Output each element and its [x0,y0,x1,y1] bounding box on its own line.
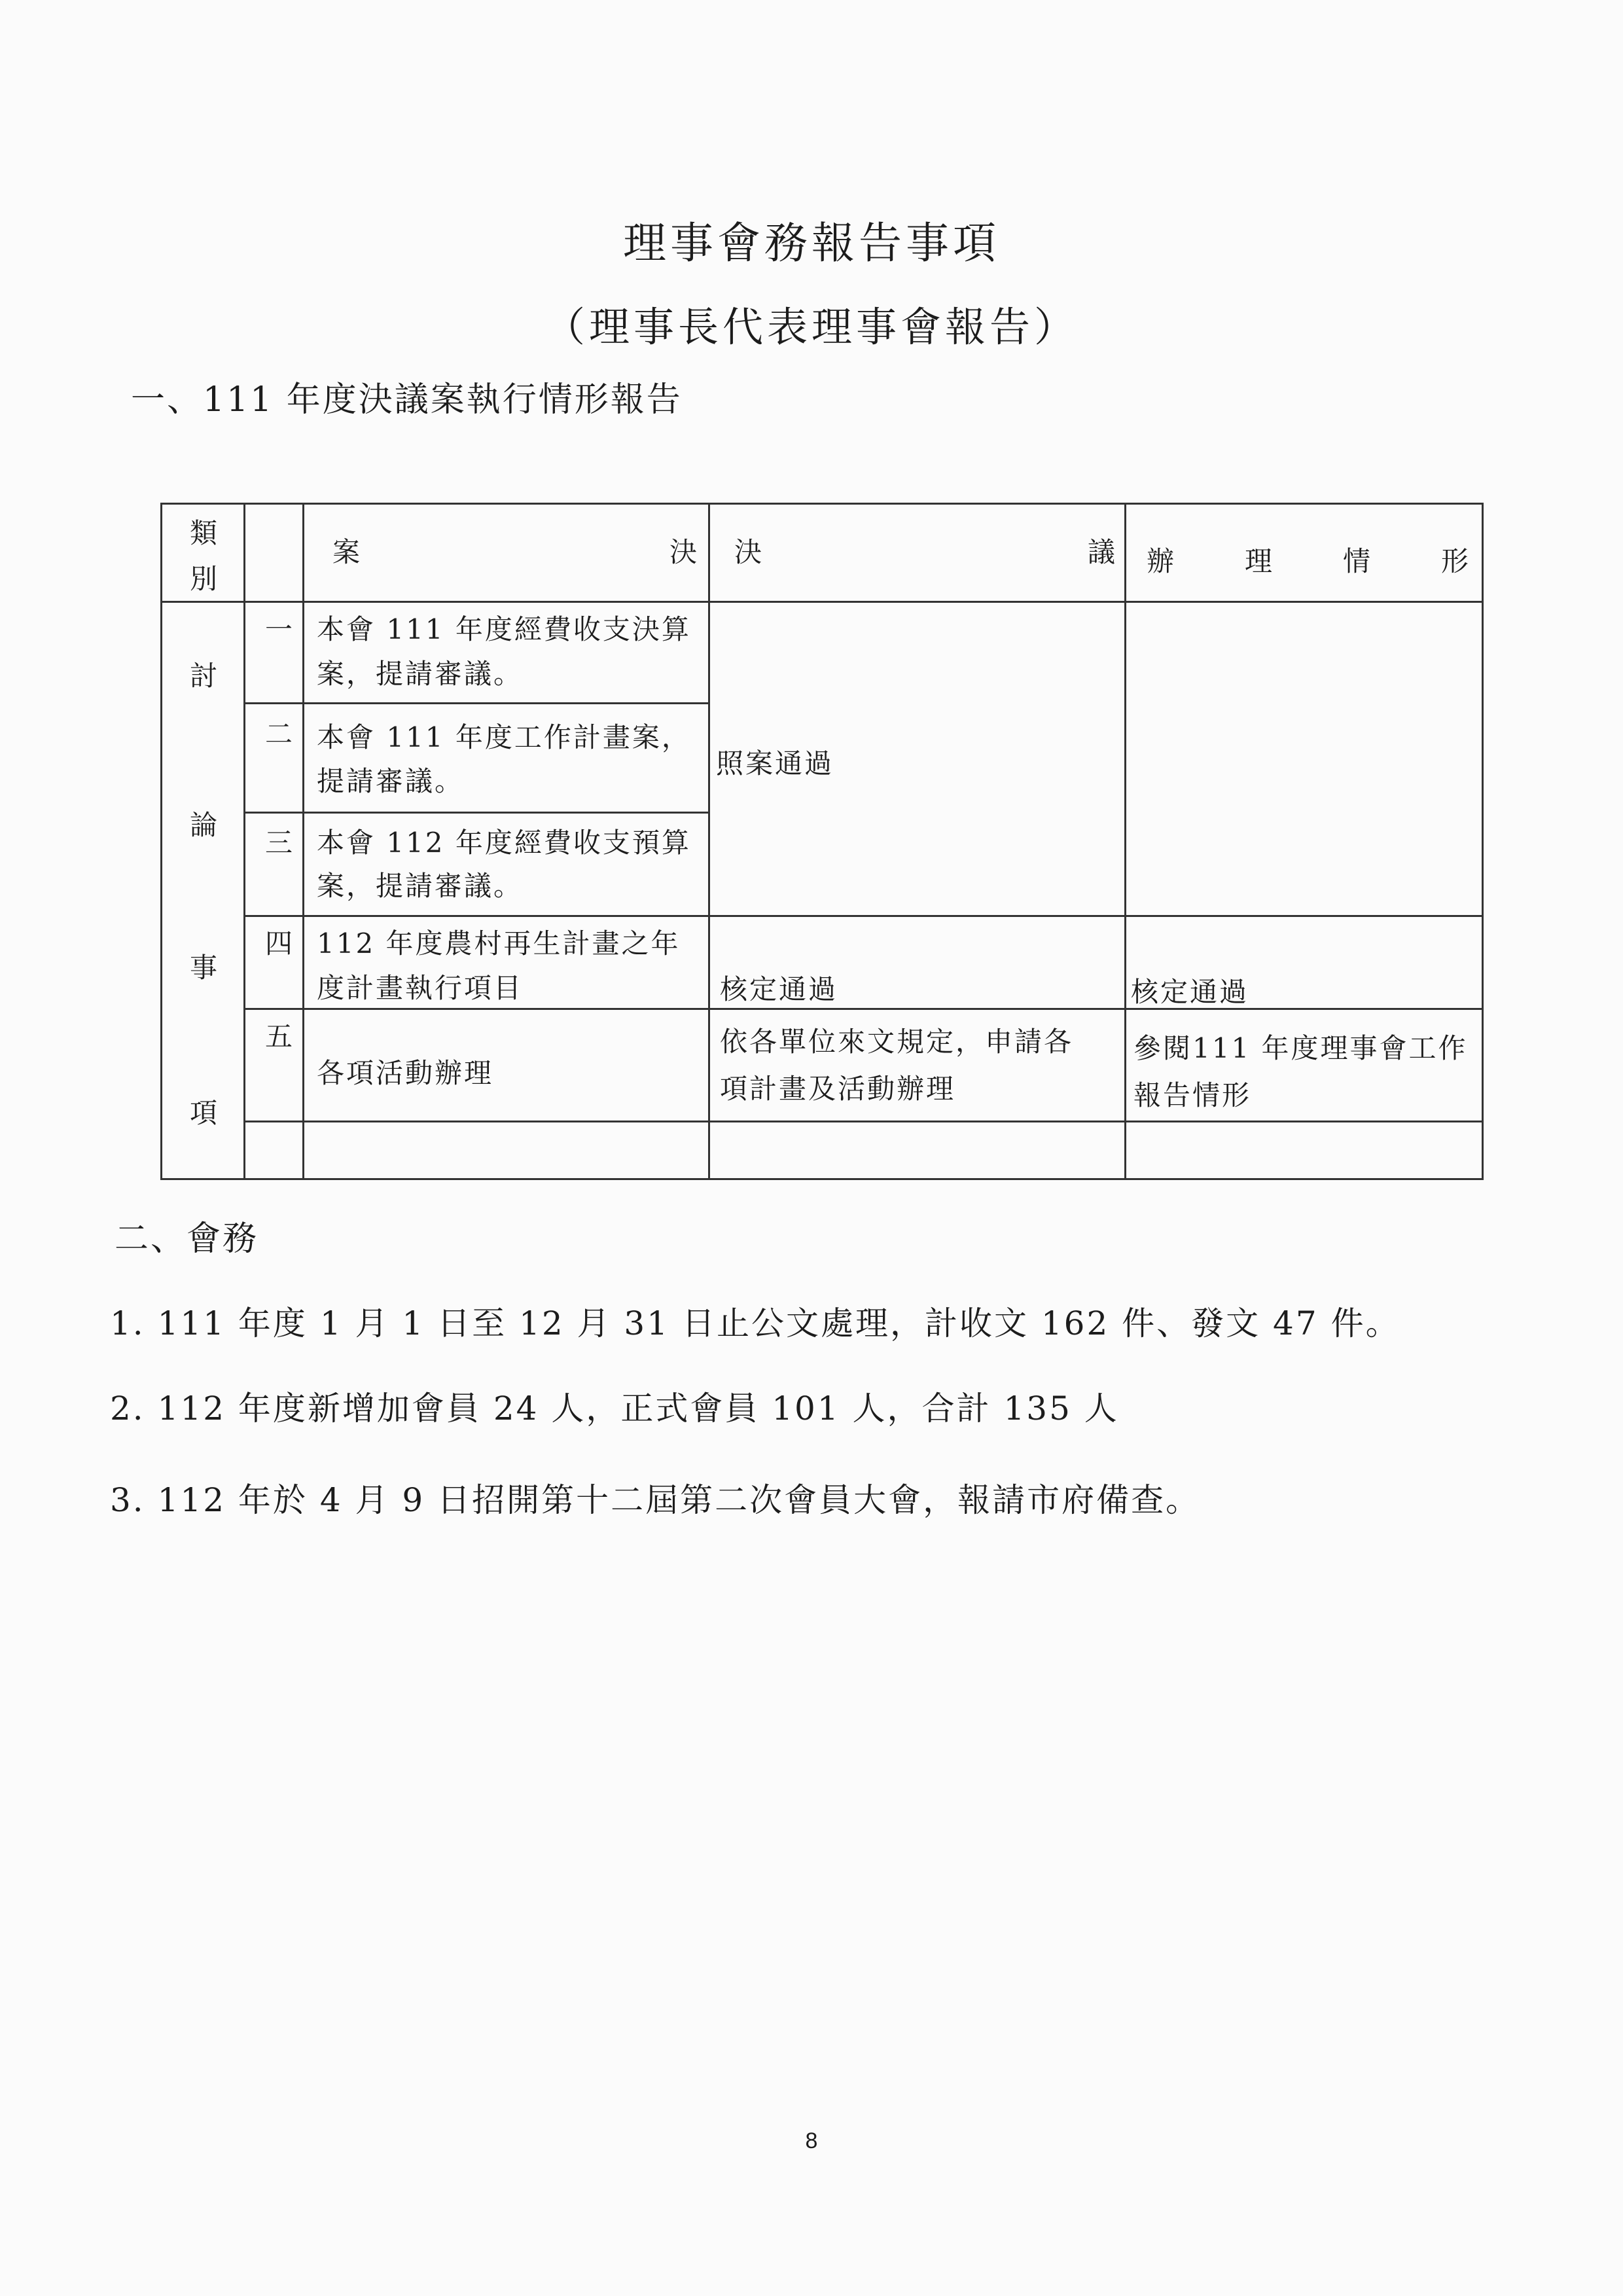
row-divider-2 [243,812,708,814]
case-line: 本會 111 年度工作計畫案， [317,721,691,753]
row-divider-5 [243,1121,1484,1122]
header-handling-char: 形 [1440,545,1471,577]
header-handling-char: 辦 [1147,545,1177,577]
table-border-bottom [160,1178,1484,1180]
header-resolution [734,531,1117,573]
page-subtitle: （理事長代表理事會報告） [544,303,1079,351]
section-1-heading: 一、111 年度決議案執行情形報告 [131,380,683,420]
row-number: 五 [265,1020,295,1052]
case-line: 本會 112 年度經費收支預算 [317,827,691,859]
case-line: 案，提請審議。 [317,658,524,690]
row-divider-1 [243,702,708,704]
category-char: 事 [190,952,218,984]
row5-handling-line: 報告情形 [1133,1079,1252,1111]
col-divider-category [243,503,245,1180]
row-divider-3 [243,915,1484,917]
header-handling [1147,541,1471,583]
header-handling-char: 情 [1342,545,1372,577]
case-line: 本會 111 年度經費收支決算 [317,613,691,645]
row-number: 三 [265,827,295,859]
table-border-top [160,503,1484,505]
header-case-left: 案 [332,536,363,568]
case-line: 度計畫執行項目 [317,972,524,1004]
category-char: 論 [190,809,218,841]
header-case [332,531,699,573]
row5-handling-line: 參閱111 年度理事會工作 [1133,1032,1468,1064]
row5-resolution-line: 項計畫及活動辦理 [720,1073,956,1105]
row-number: 一 [265,613,295,645]
col-divider-number [302,503,304,1180]
header-handling-char: 理 [1244,545,1274,577]
row4-resolution: 核定通過 [720,973,838,1005]
header-category-top: 類 [190,517,218,549]
table-border-left [160,503,162,1180]
row-number: 四 [265,927,295,960]
col-divider-resolution [1124,503,1126,1180]
col-divider-case [708,503,710,1180]
header-case-right: 決 [669,536,699,568]
case-line: 案，提請審議。 [317,870,524,902]
category-char: 討 [190,660,218,692]
header-resolution-right: 議 [1087,536,1117,568]
row4-handling: 核定通過 [1131,976,1249,1008]
case-line: 各項活動辦理 [317,1057,494,1089]
list-item: 1. 111 年度 1 月 1 日至 12 月 31 日止公文處理，計收文 162 件、發文 47 件。 [110,1304,1400,1342]
case-line: 提請審議。 [317,765,465,797]
header-category-bottom: 別 [190,563,218,595]
list-item: 3. 112 年於 4 月 9 日招開第十二屆第二次會員大會，報請市府備查。 [110,1481,1201,1519]
header-resolution-left: 決 [734,536,764,568]
page-number: 8 [805,2128,818,2153]
row-number: 二 [265,718,295,750]
page-title: 理事會務報告事項 [623,218,1000,268]
case-line: 112 年度農村再生計畫之年 [317,927,681,960]
table-border-right [1482,503,1484,1180]
merged-resolution: 照案通過 [716,747,834,780]
section-2-heading: 二、會務 [115,1219,259,1259]
list-item: 2. 112 年度新增加會員 24 人，正式會員 101 人，合計 135 人 [110,1390,1119,1427]
row5-resolution-line: 依各單位來文規定，申請各 [720,1026,1074,1058]
table-header-bottom [160,601,1484,603]
category-char: 項 [190,1097,218,1129]
